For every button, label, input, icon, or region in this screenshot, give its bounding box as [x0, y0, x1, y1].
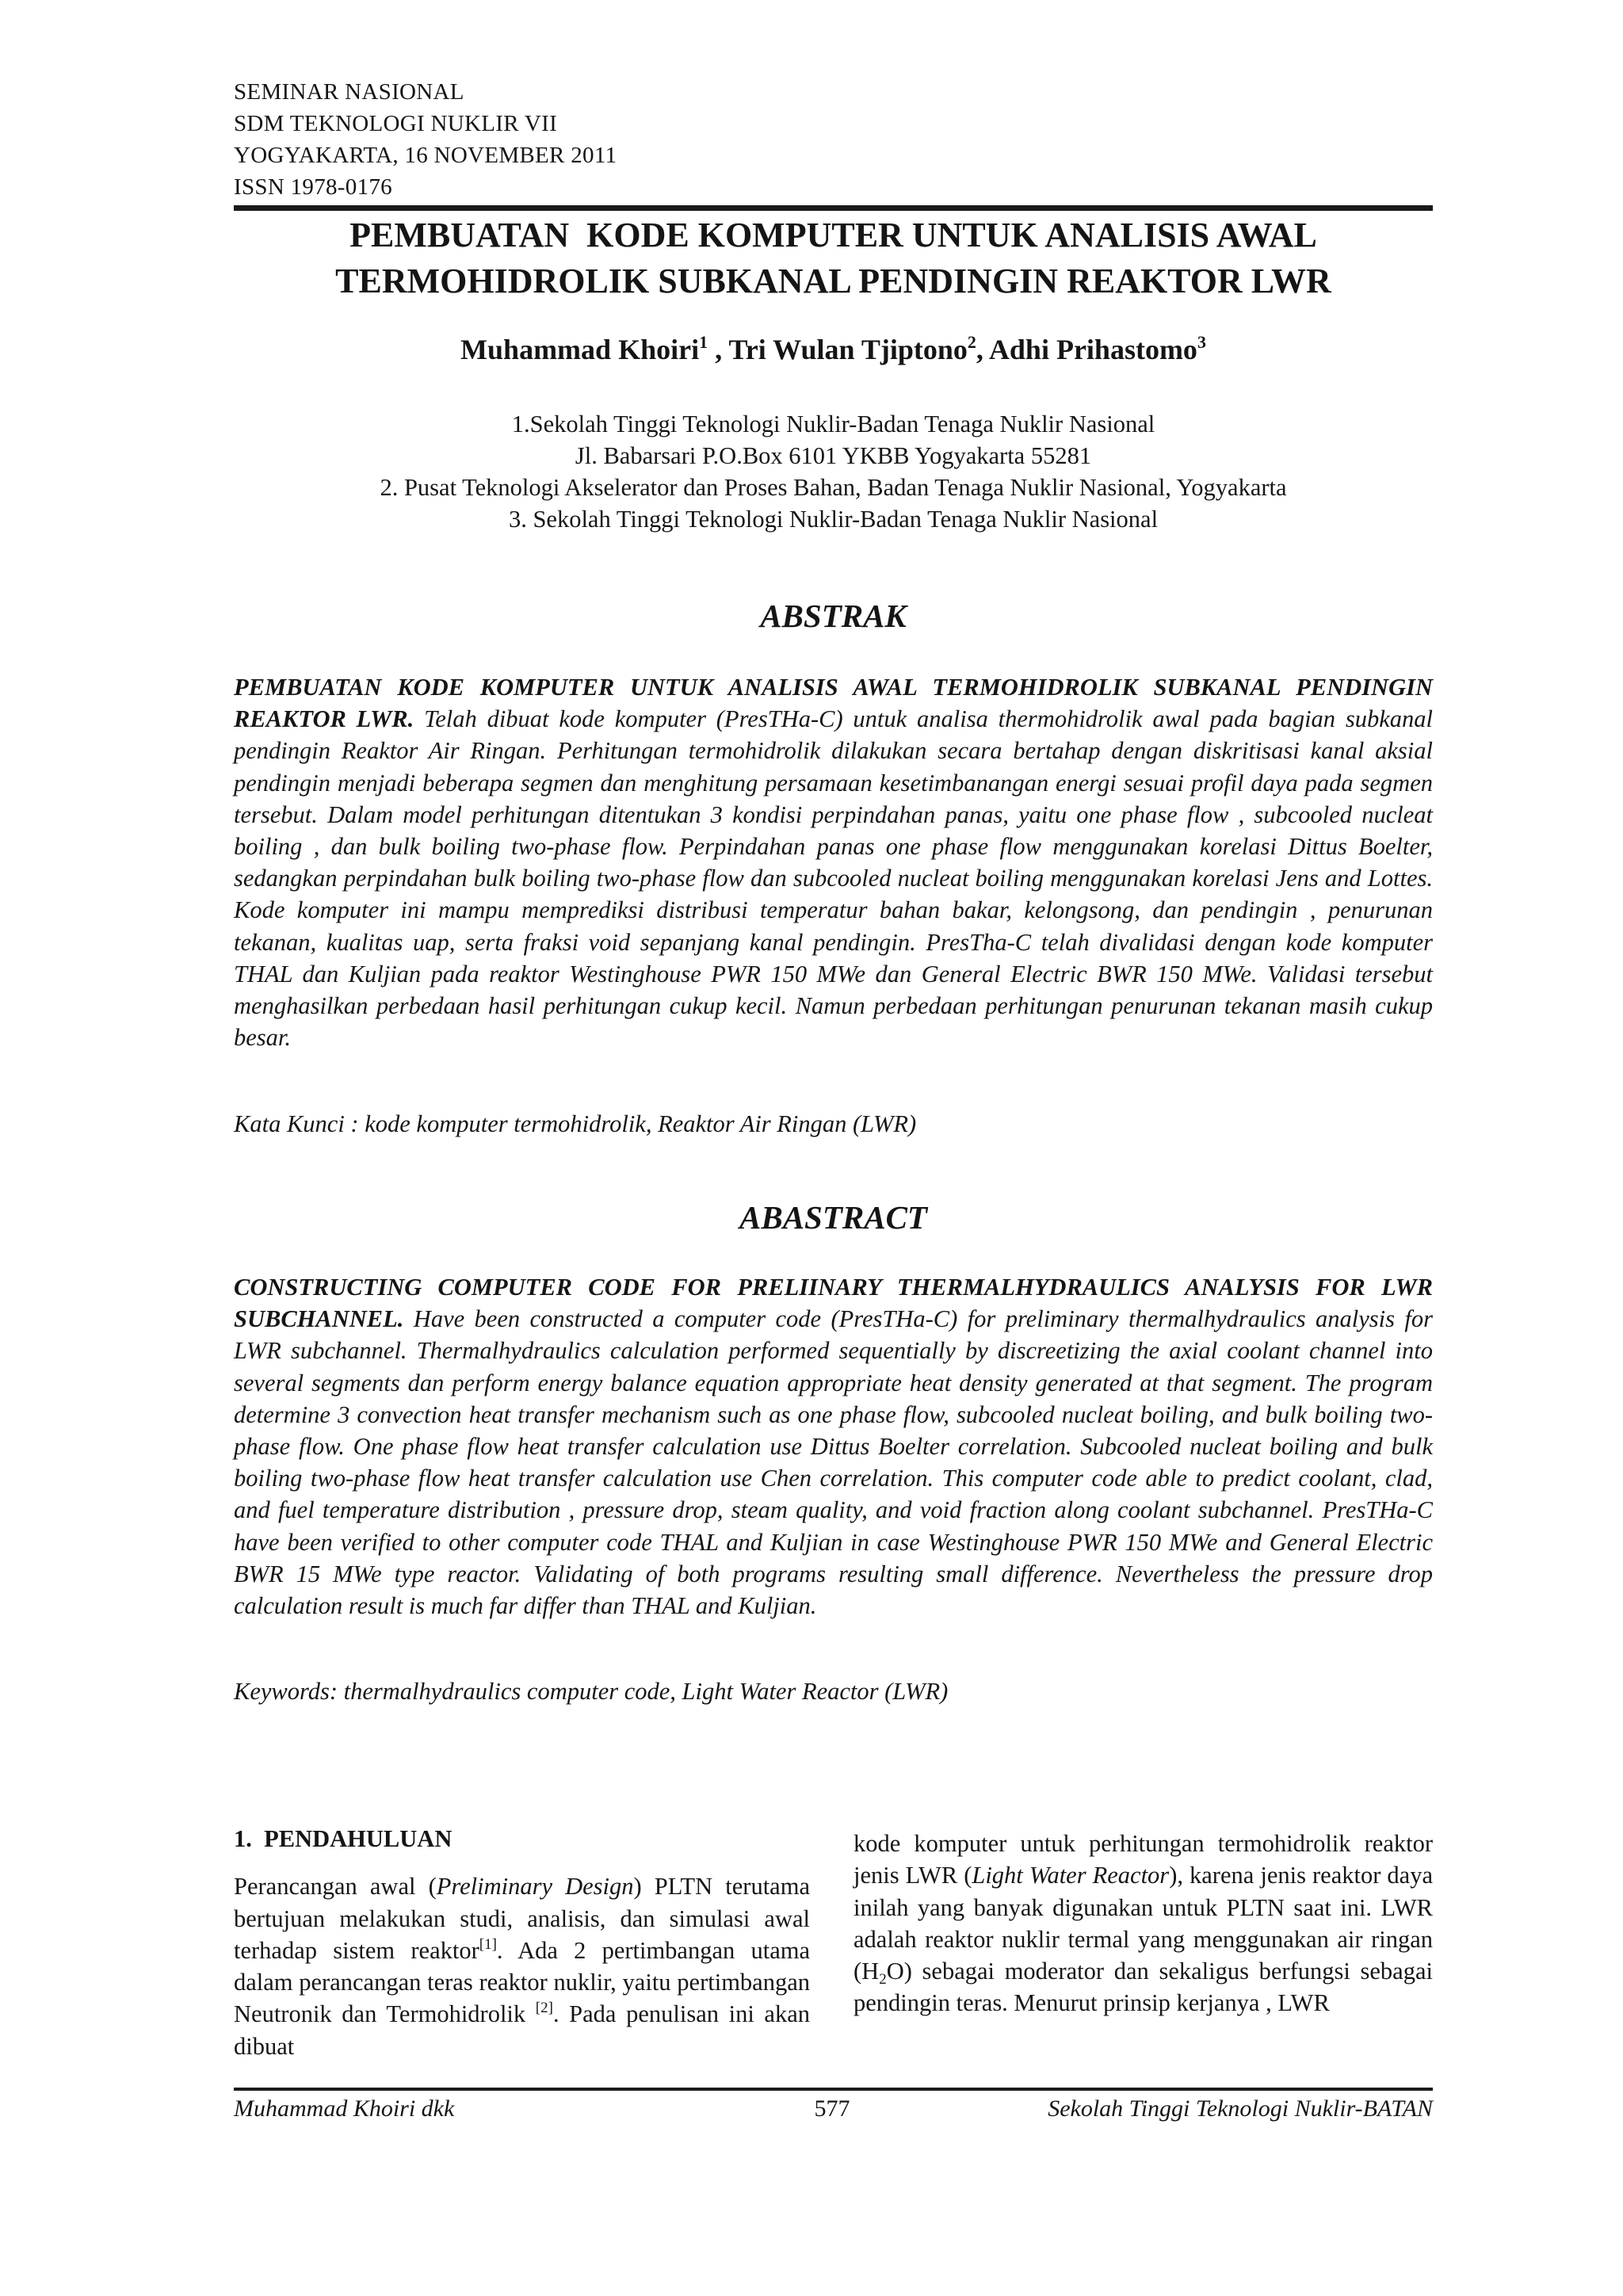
header-location-date: YOGYAKARTA, 16 NOVEMBER 2011	[234, 143, 617, 168]
author-separator: ,	[708, 334, 729, 365]
paragraph-text: O) sebagai moderator dan sekaligus berfungsi sebagai pendingin teras. Menurut prinsip kerjanya , LWR	[854, 1958, 1433, 2017]
affiliation-3: 3. Sekolah Tinggi Teknologi Nuklir-Badan Tenaga Nuklir Nasional	[508, 506, 1159, 533]
footer-institution: Sekolah Tinggi Teknologi Nuklir-BATAN	[1048, 2095, 1433, 2122]
title-line-1: PEMBUATAN KODE KOMPUTER UNTUK ANALISIS AWAL	[349, 216, 1317, 254]
author-3-affiliation-mark: 3	[1197, 332, 1206, 352]
page-number: 577	[814, 2095, 850, 2122]
abstract-text	[234, 1271, 1433, 1622]
author-separator: ,	[976, 334, 989, 365]
paragraph-text: ) PLTN terutama bertujuan melakukan studi, analisis, dan simulasi awal terhadap sistem reaktor	[234, 1873, 810, 1964]
author-2: Tri Wulan Tjiptono	[728, 334, 968, 365]
paragraph-text: . Ada 2 pertimbangan utama dalam perancangan teras reaktor nuklir, yaitu pertimbangan Neutronik dan Termohidrolik	[234, 1936, 810, 2028]
abstract-heading: ABASTRACT	[739, 1199, 927, 1236]
affiliation-2: 2. Pusat Teknologi Akselerator dan Proses Bahan, Badan Tenaga Nuklir Nasional, Yogyakarta	[380, 474, 1287, 501]
abstrak-heading: ABSTRAK	[760, 598, 907, 634]
citation-ref-2: [2]	[535, 2000, 553, 2017]
header-event: SDM TEKNOLOGI NUKLIR VII	[234, 111, 558, 136]
abstrak-text	[234, 671, 1433, 1053]
abstract-lead-title: CONSTRUCTING COMPUTER CODE FOR PRELIINARY THERMALHYDRAULICS ANALYSIS FOR LWR SUBCHANNEL.	[234, 1274, 1433, 1333]
paragraph-italic-term: Preliminary Design	[436, 1873, 634, 1901]
paragraph-text: kode komputer untuk perhitungan termohidrolik reaktor jenis LWR (	[854, 1830, 1433, 1889]
header-seminar: SEMINAR NASIONAL	[234, 79, 464, 105]
footer-author: Muhammad Khoiri dkk	[234, 2095, 455, 2122]
author-2-affiliation-mark: 2	[967, 332, 976, 352]
paragraph-text: Perancangan awal (	[234, 1873, 437, 1901]
abstrak-body: Telah dibuat kode komputer (PresTHa-C) untuk analisa thermohidrolik awal pada bagian subkanal pendingin Reaktor Air Ringan. Perhitungan termohidrolik dilakukan secara bertahap dengan diskritisasi kanal aksial pendingin menjadi beberapa segmen dan menghitung persamaan kesetimbanangan energi sesuai profil daya pada segmen tersebut. Dalam model perhitungan ditentukan 3 kondisi perpindahan panas, yaitu one phase flow , subcooled nucleat boiling , dan bulk boiling two-phase flow. Perpindahan panas one phase flow menggunakan korelasi Dittus Boelter, sedangkan perpindahan bulk boiling two-phase flow dan subcooled nucleat boiling menggunakan korelasi Jens and Lottes. Kode komputer ini mampu memprediksi distribusi temperatur bahan bakar, kelongsong, dan pendingin , penurunan tekanan, kualitas uap, serta fraksi void sepanjang kanal pendingin. PresTha-C telah divalidasi dengan kode komputer THAL dan Kuljian pada reaktor Westinghouse PWR 150 MWe dan General Electric BWR 150 MWe. Validasi tersebut menghasilkan perbedaan hasil perhitungan cukup kecil. Namun perbedaan perhitungan penurunan tekanan masih cukup besar.	[234, 705, 1433, 1052]
author-list	[234, 333, 1433, 366]
author-1: Muhammad Khoiri	[460, 334, 700, 365]
affiliation-1-address: Jl. Babarsari P.O.Box 6101 YKBB Yogyakarta 55281	[575, 442, 1092, 469]
paper-title	[234, 212, 1433, 304]
running-header	[234, 76, 617, 203]
citation-ref-1: [1]	[479, 1935, 497, 1953]
paragraph-text: ), karena jenis reaktor daya inilah yang banyak digunakan untuk PLTN saat ini. LWR adalah reaktor nuklir termal yang menggunakan air ringan (H	[854, 1862, 1433, 1985]
author-3: Adhi Prihastomo	[988, 334, 1197, 365]
footer-rule	[234, 2088, 1433, 2091]
title-line-2: TERMOHIDROLIK SUBKANAL PENDINGIN REAKTOR LWR	[335, 262, 1331, 300]
author-1-affiliation-mark: 1	[699, 332, 708, 352]
abstrak-lead-title: PEMBUATAN KODE KOMPUTER UNTUK ANALISIS AWAL TERMOHIDROLIK SUBKANAL PENDINGIN REAKTOR LWR.	[234, 674, 1433, 733]
chemical-subscript: 2	[879, 1971, 887, 1988]
abstract-body: Have been constructed a computer code (PresTHa-C) for preliminary thermalhydraulics analysis for LWR subchannel. Thermalhydraulics calculation performed sequentially by discreetizing the axial coolant channel into several segments dan perform energy balance equation appropriate heat density generated at that segment. The program determine 3 convection heat transfer mechanism such as one phase flow, subcooled nucleat boiling, and bulk boiling two-phase flow. One phase flow heat transfer calculation use Dittus Boelter correlation. Subcooled nucleat boiling and bulk boiling two-phase flow heat transfer calculation use Chen correlation. This computer code able to predict coolant, clad, and fuel temperature distribution , pressure drop, steam quality, and void fraction along coolant subchannel. PresTHa-C have been verified to other computer code THAL and Kuljian in case Westinghouse PWR 150 MWe and General Electric BWR 15 MWe type reactor. Validating of both programs resulting small difference. Nevertheless the pressure drop calculation result is much far differ than THAL and Kuljian.	[234, 1305, 1433, 1620]
affiliation-1: 1.Sekolah Tinggi Teknologi Nuklir-Badan Tenaga Nuklir Nasional	[511, 411, 1155, 437]
paragraph-text: . Pada penulisan ini akan dibuat	[234, 2000, 811, 2060]
header-issn: ISSN 1978-0176	[234, 174, 392, 200]
body-column-right	[854, 1828, 1433, 2019]
section-heading-pendahuluan: 1. PENDAHULUAN	[234, 1825, 453, 1852]
abstract-keywords: Keywords: thermalhydraulics computer code, Light Water Reactor (LWR)	[234, 1678, 949, 1705]
abstrak-keywords: Kata Kunci : kode komputer termohidrolik, Reaktor Air Ringan (LWR)	[234, 1110, 917, 1137]
affiliations	[234, 408, 1433, 535]
body-column-left	[234, 1823, 810, 2062]
header-rule	[234, 205, 1433, 211]
paragraph-italic-term: Light Water Reactor	[972, 1862, 1170, 1889]
